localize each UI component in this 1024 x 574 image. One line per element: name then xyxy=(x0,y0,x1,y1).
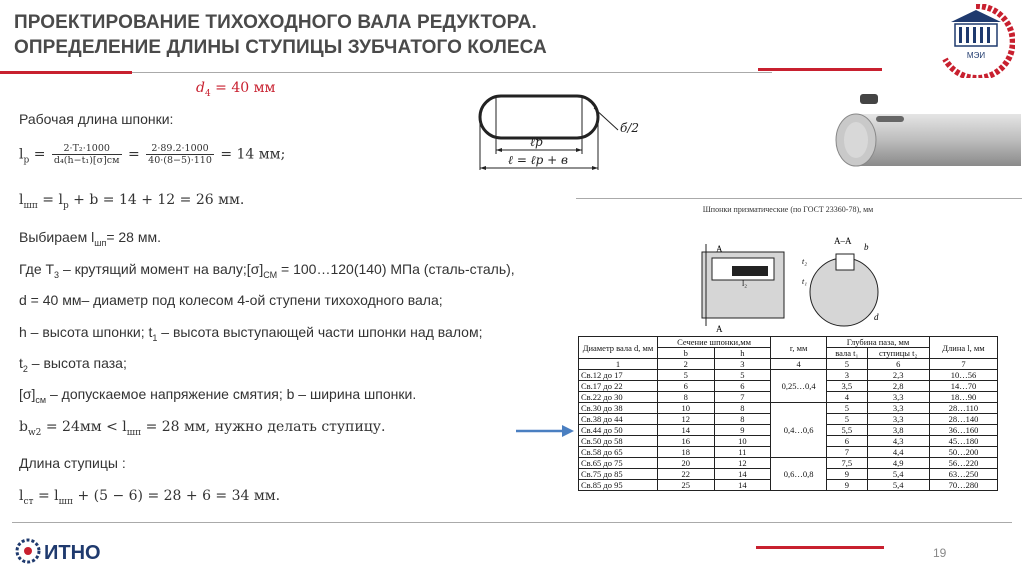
label-l2: l₂ xyxy=(742,279,748,288)
cell-r: 0,6…0,8 xyxy=(771,458,827,491)
fraction-lp-symbolic: $\frac{\text{2·T₂·1000}}{\text{d₄(h−t₁)[σ]см}}$ xyxy=(53,143,120,166)
cell-t1: 9 xyxy=(827,480,867,491)
formula-bw2: $b_{w2} = 24мм < l_{шп} = 28$ мм, нужно делать ступицу. xyxy=(19,419,386,438)
hub-length-label: Длина ступицы : xyxy=(19,455,126,471)
col-depth: Глубина паза, мм xyxy=(827,337,930,348)
cell-t2: 3,3 xyxy=(867,392,929,403)
table-row xyxy=(579,458,998,469)
label-b: b xyxy=(864,242,869,252)
cell-h: 7 xyxy=(714,392,771,403)
cell-b: 6 xyxy=(658,381,715,392)
cell-t2: 4,9 xyxy=(867,458,929,469)
index-cell: 4 xyxy=(771,359,827,370)
cell-b: 8 xyxy=(658,392,715,403)
torque-line: Где $T_3$ – крутящий момент на $валу;[\sigma]_{СМ}$ = 100…120(140) МПа (сталь-сталь), xyxy=(19,261,515,280)
slide-title xyxy=(14,10,547,60)
col-h: h xyxy=(714,348,771,359)
label-t2: t₂ xyxy=(802,257,808,266)
cell-b: 14 xyxy=(658,425,715,436)
title-line-1: ПРОЕКТИРОВАНИЕ ТИХОХОДНОГО ВАЛА РЕДУКТОРА. xyxy=(14,12,537,33)
cell-h: 11 xyxy=(714,447,771,458)
col-t1: вала t₁ xyxy=(827,348,867,359)
cell-l: 70…280 xyxy=(929,480,997,491)
cell-h: 10 xyxy=(714,436,771,447)
table-row xyxy=(579,403,998,414)
cell-t2: 4,3 xyxy=(867,436,929,447)
index-cell: 3 xyxy=(714,359,771,370)
label-lp: ℓр xyxy=(530,135,543,149)
cell-t2: 5,4 xyxy=(867,469,929,480)
cell-t1: 4 xyxy=(827,392,867,403)
cell-t2: 3,8 xyxy=(867,425,929,436)
cell-t2: 5,4 xyxy=(867,480,929,491)
footer-accent-red xyxy=(756,546,884,549)
cell-t2: 3,3 xyxy=(867,403,929,414)
cell-d: Св.50 до 58 xyxy=(579,436,658,447)
cell-t1: 6 xyxy=(827,436,867,447)
cell-l: 28…110 xyxy=(929,403,997,414)
h-definition: h – высота шпонки; $t_1$ – высота выступающей части шпонки над валом; xyxy=(19,324,483,343)
cell-t1: 9 xyxy=(827,469,867,480)
col-diameter: Диаметр вала d, мм xyxy=(579,337,658,359)
cell-h: 14 xyxy=(714,480,771,491)
cell-b: 5 xyxy=(658,370,715,381)
cell-t1: 7,5 xyxy=(827,458,867,469)
table-index-row xyxy=(579,359,998,370)
label-d: d xyxy=(874,312,879,322)
cell-d: Св.44 до 50 xyxy=(579,425,658,436)
cell-t1: 3,5 xyxy=(827,381,867,392)
cell-l: 36…160 xyxy=(929,425,997,436)
choose-line: Выбираем $l_{шп}= 28$ мм. xyxy=(19,229,161,248)
cell-r: 0,4…0,6 xyxy=(771,403,827,458)
cell-t1: 5 xyxy=(827,403,867,414)
itno-logo-label: ИТНО xyxy=(44,542,101,564)
cell-d: Св.85 до 95 xyxy=(579,480,658,491)
cell-l: 18…90 xyxy=(929,392,997,403)
formula-d4: $d_4 = 40$ мм xyxy=(196,80,276,99)
label-l-sum: ℓ = ℓр + в xyxy=(508,153,569,167)
gost-key-table-panel xyxy=(576,200,1000,522)
cell-h: 9 xyxy=(714,425,771,436)
col-section: Сечение шпонки,мм xyxy=(658,337,771,348)
cell-b: 20 xyxy=(658,458,715,469)
cell-t2: 2,3 xyxy=(867,370,929,381)
cell-d: Св.30 до 38 xyxy=(579,403,658,414)
cell-b: 18 xyxy=(658,447,715,458)
label-A-bottom: A xyxy=(716,324,723,334)
label-t1: t₁ xyxy=(802,277,808,286)
footer-divider xyxy=(12,522,1012,523)
formula-lsh: $l_{шп} = l_p + b = 14 + 12 = 26$ мм. xyxy=(19,192,245,211)
label-A-top: A xyxy=(716,244,723,254)
index-cell: 7 xyxy=(929,359,997,370)
work-length-label: Рабочая длина шпонки: xyxy=(19,111,174,127)
index-cell: 6 xyxy=(867,359,929,370)
cell-t1: 3 xyxy=(827,370,867,381)
cell-h: 6 xyxy=(714,381,771,392)
col-length: Длина l, мм xyxy=(929,337,997,359)
gost-caption: Шпонки призматические (по ГОСТ 23360-78), мм xyxy=(702,205,874,214)
formula-lst: $l_{ст} = l_{шп} + (5 - 6) = 28 + 6 = 34$ мм. xyxy=(19,488,281,507)
d-definition: d = 40 мм– диаметр под колесом 4-ой ступени тихоходного вала; xyxy=(19,292,443,308)
cell-d: Св.17 до 22 xyxy=(579,381,658,392)
cell-t2: 2,8 xyxy=(867,381,929,392)
cell-b: 16 xyxy=(658,436,715,447)
gost-key-table xyxy=(578,336,998,491)
mei-logo xyxy=(937,4,1015,78)
col-t2: ступицы t₂ xyxy=(867,348,929,359)
sigma-definition: $[\sigma]_{см}$ – допускаемое напряжение смятия; b – ширина шпонки. xyxy=(19,386,417,405)
col-r: r, мм xyxy=(771,337,827,359)
table-top-divider xyxy=(576,198,1022,199)
cell-b: 25 xyxy=(658,480,715,491)
cell-d: Св.58 до 65 xyxy=(579,447,658,458)
cell-b: 10 xyxy=(658,403,715,414)
cell-r: 0,25…0,4 xyxy=(771,370,827,403)
fraction-lp-numeric: $\frac{2\cdot 89.2\cdot 1000}{40\cdot(8-5)\cdot 110}$ xyxy=(148,143,212,166)
page-number: 19 xyxy=(933,546,947,560)
title-underline-gray xyxy=(132,72,772,73)
cell-t1: 5,5 xyxy=(827,425,867,436)
cell-l: 50…200 xyxy=(929,447,997,458)
cell-h: 8 xyxy=(714,403,771,414)
cell-d: Св.65 до 75 xyxy=(579,458,658,469)
key-sketch xyxy=(468,86,668,180)
index-cell: 2 xyxy=(658,359,715,370)
shaft-key-illustration xyxy=(826,86,1021,178)
formula-lp: $l_p$ = $\frac{\text{2·T₂·1000}}{\text{d₄(h−t₁)[σ]см}}$ = $\frac{2\cdot 89.2\cdot 1000}{40\cdot(8-5)\cdot 110}$ = 14 мм; xyxy=(19,143,286,166)
cell-b: 12 xyxy=(658,414,715,425)
label-section-AA: А–А xyxy=(834,236,852,246)
cell-l: 28…140 xyxy=(929,414,997,425)
cell-d: Св.75 до 85 xyxy=(579,469,658,480)
cell-l: 63…250 xyxy=(929,469,997,480)
title-underline-red xyxy=(0,71,132,74)
title-accent-red xyxy=(758,68,882,71)
t2-definition: $t_2$ – высота паза; xyxy=(19,355,127,374)
table-row xyxy=(579,370,998,381)
pointer-arrow xyxy=(514,422,576,445)
cell-l: 45…180 xyxy=(929,436,997,447)
cell-t1: 5 xyxy=(827,414,867,425)
mei-logo-label: МЭИ xyxy=(966,51,986,60)
cell-h: 8 xyxy=(714,414,771,425)
cell-l: 14…70 xyxy=(929,381,997,392)
cell-d: Св.22 до 30 xyxy=(579,392,658,403)
cell-t1: 7 xyxy=(827,447,867,458)
index-cell: 1 xyxy=(579,359,658,370)
label-b-half: б/2 xyxy=(620,121,640,135)
cell-d: Св.38 до 44 xyxy=(579,414,658,425)
col-b: b xyxy=(658,348,715,359)
title-line-2: ОПРЕДЕЛЕНИЕ ДЛИНЫ СТУПИЦЫ ЗУБЧАТОГО КОЛЕСА xyxy=(14,37,547,58)
cell-b: 22 xyxy=(658,469,715,480)
cell-d: Св.12 до 17 xyxy=(579,370,658,381)
cell-t2: 4,4 xyxy=(867,447,929,458)
cell-t2: 3,3 xyxy=(867,414,929,425)
itno-logo xyxy=(14,536,124,571)
cell-h: 12 xyxy=(714,458,771,469)
cell-h: 14 xyxy=(714,469,771,480)
index-cell: 5 xyxy=(827,359,867,370)
key-section-diagram xyxy=(576,214,1000,336)
cell-h: 5 xyxy=(714,370,771,381)
cell-l: 56…220 xyxy=(929,458,997,469)
cell-l: 10…56 xyxy=(929,370,997,381)
